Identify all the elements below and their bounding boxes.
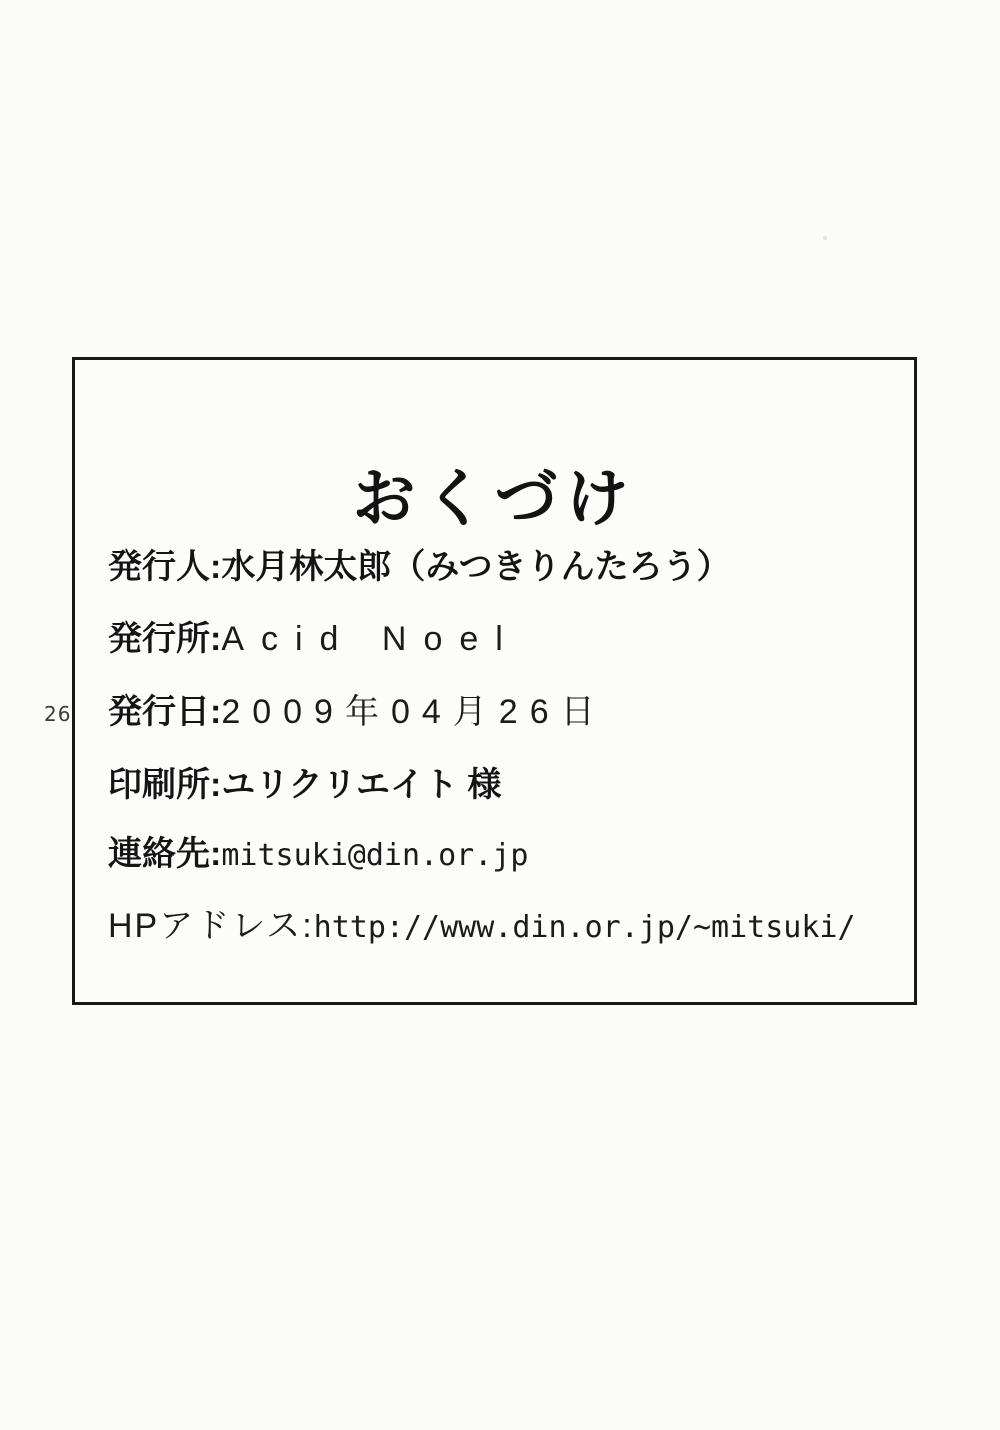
printer-label: 印刷所:	[108, 766, 222, 804]
scan-speck	[823, 236, 827, 240]
website-url-value: http://www.din.or.jp/~mitsuki/	[313, 910, 856, 945]
colophon-box	[72, 357, 917, 1005]
colophon-line-website	[108, 909, 856, 943]
publisher-label: 発行人:	[108, 548, 222, 586]
contact-email-value: mitsuki@din.or.jp	[221, 838, 529, 873]
colophon-line-publisher	[108, 550, 731, 584]
colophon-line-printer	[108, 768, 501, 802]
page-number: 26	[44, 702, 72, 726]
printer-value: ユリクリエイト 様	[221, 766, 502, 804]
date-value: 2009年04月26日	[221, 693, 607, 731]
date-label: 発行日:	[108, 693, 222, 731]
colophon-line-date	[108, 695, 607, 729]
colophon-line-contact	[108, 837, 528, 871]
publisher-value: 水月林太郎（みつきりんたろう）	[221, 548, 731, 586]
contact-label: 連絡先:	[108, 835, 222, 873]
website-label: HPアドレス:	[108, 907, 314, 945]
circle-value: Acid Noel	[221, 620, 520, 658]
colophon-line-circle	[108, 622, 520, 656]
circle-label: 発行所:	[108, 620, 222, 658]
colophon-title: おくづけ	[352, 464, 637, 534]
